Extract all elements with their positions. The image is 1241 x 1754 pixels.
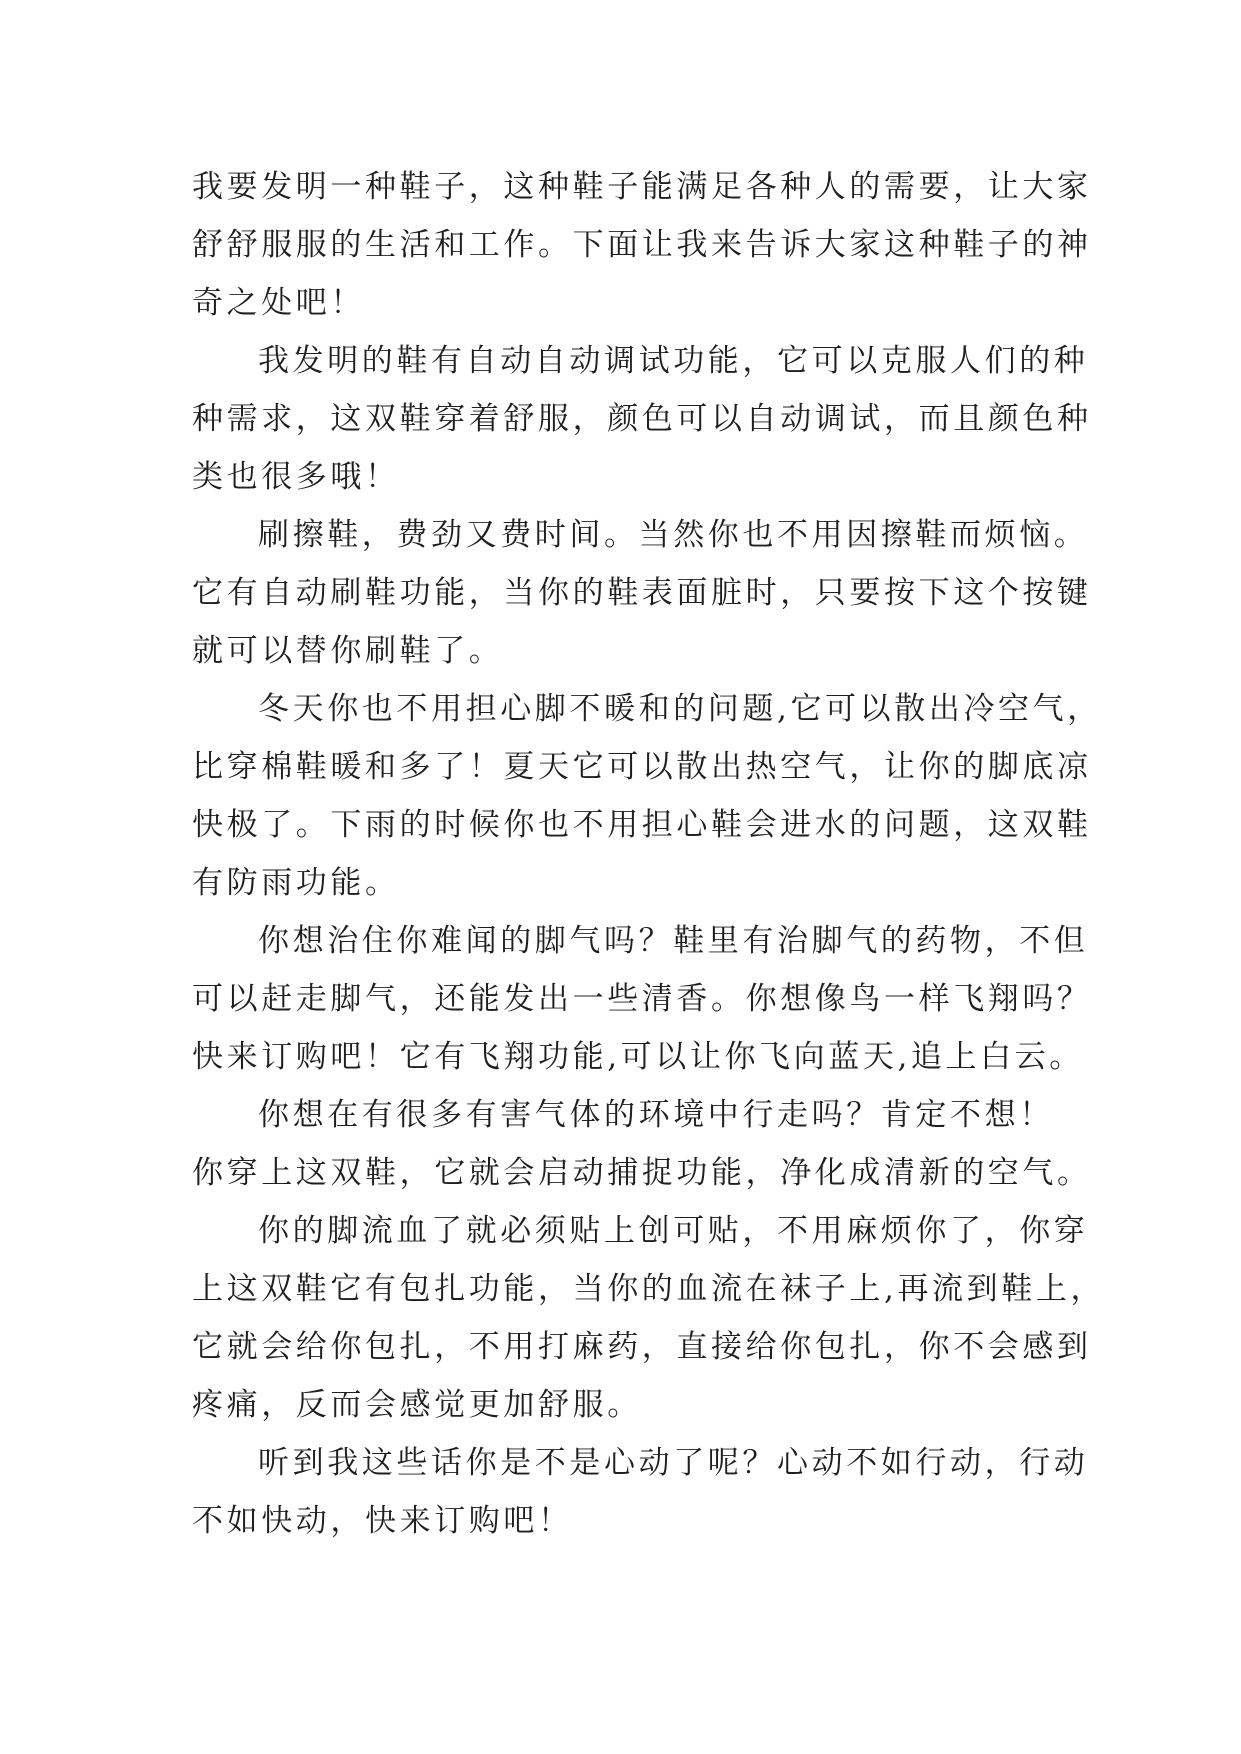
- text-line: 你的脚流血了就必须贴上创可贴，不用麻烦你了，你穿: [258, 1213, 1089, 1249]
- text-line: 你想治住你难闻的脚气吗？鞋里有治脚气的药物，不但: [258, 923, 1089, 959]
- paragraph: [192, 1086, 1092, 1202]
- paragraph: [192, 1202, 1106, 1434]
- text-line: 你穿上这双鞋，它就会启动捕捉功能，净化成清新的空气。: [192, 1155, 1092, 1191]
- text-line: 它就会给你包扎，不用打麻药，直接给你包扎，你不会感到: [192, 1329, 1092, 1365]
- text-line: 种需求，这双鞋穿着舒服，颜色可以自动调试，而且颜色种: [192, 401, 1092, 437]
- paragraph: [192, 1434, 1089, 1550]
- text-line: 就可以替你刷鞋了。: [192, 633, 504, 669]
- text-line: 冬天你也不用担心脚不暖和的问题,它可以散出冷空气，: [258, 691, 1102, 727]
- text-line: 你想在有很多有害气体的环境中行走吗？肯定不想！: [258, 1097, 1054, 1133]
- text-line: 舒舒服服的生活和工作。下面让我来告诉大家这种鞋子的神: [192, 227, 1092, 263]
- text-line: 疼痛，反而会感觉更加舒服。: [192, 1387, 642, 1423]
- text-line: 上这双鞋它有包扎功能，当你的血流在袜子上,再流到鞋上，: [192, 1271, 1106, 1307]
- paragraph: [192, 158, 1092, 332]
- text-line: 比穿棉鞋暖和多了！夏天它可以散出热空气，让你的脚底凉: [192, 749, 1092, 785]
- paragraph: [192, 680, 1102, 912]
- paragraph: [192, 332, 1092, 506]
- text-line: 类也很多哦！: [192, 459, 400, 495]
- text-line: 刷擦鞋，费劲又费时间。当然你也不用因擦鞋而烦恼。: [258, 517, 1089, 553]
- text-line: 不如快动，快来订购吧！: [192, 1503, 573, 1539]
- text-line: 有防雨功能。: [192, 865, 400, 901]
- text-line: 快极了。下雨的时候你也不用担心鞋会进水的问题，这双鞋: [192, 807, 1092, 843]
- document-body: [192, 158, 1106, 1550]
- text-line: 它有自动刷鞋功能，当你的鞋表面脏时，只要按下这个按键: [192, 575, 1092, 611]
- text-line: 奇之处吧！: [192, 285, 365, 321]
- text-line: 可以赶走脚气，还能发出一些清香。你想像鸟一样飞翔吗？: [192, 981, 1092, 1017]
- text-line: 听到我这些话你是不是心动了呢？心动不如行动，行动: [258, 1445, 1089, 1481]
- paragraph: [192, 506, 1092, 680]
- paragraph: [192, 912, 1092, 1086]
- text-line: 我发明的鞋有自动自动调试功能，它可以克服人们的种: [258, 343, 1089, 379]
- text-line: 我要发明一种鞋子，这种鞋子能满足各种人的需要，让大家: [192, 169, 1092, 205]
- text-line: 快来订购吧！它有飞翔功能,可以让你飞向蓝天,追上白云。: [192, 1039, 1084, 1075]
